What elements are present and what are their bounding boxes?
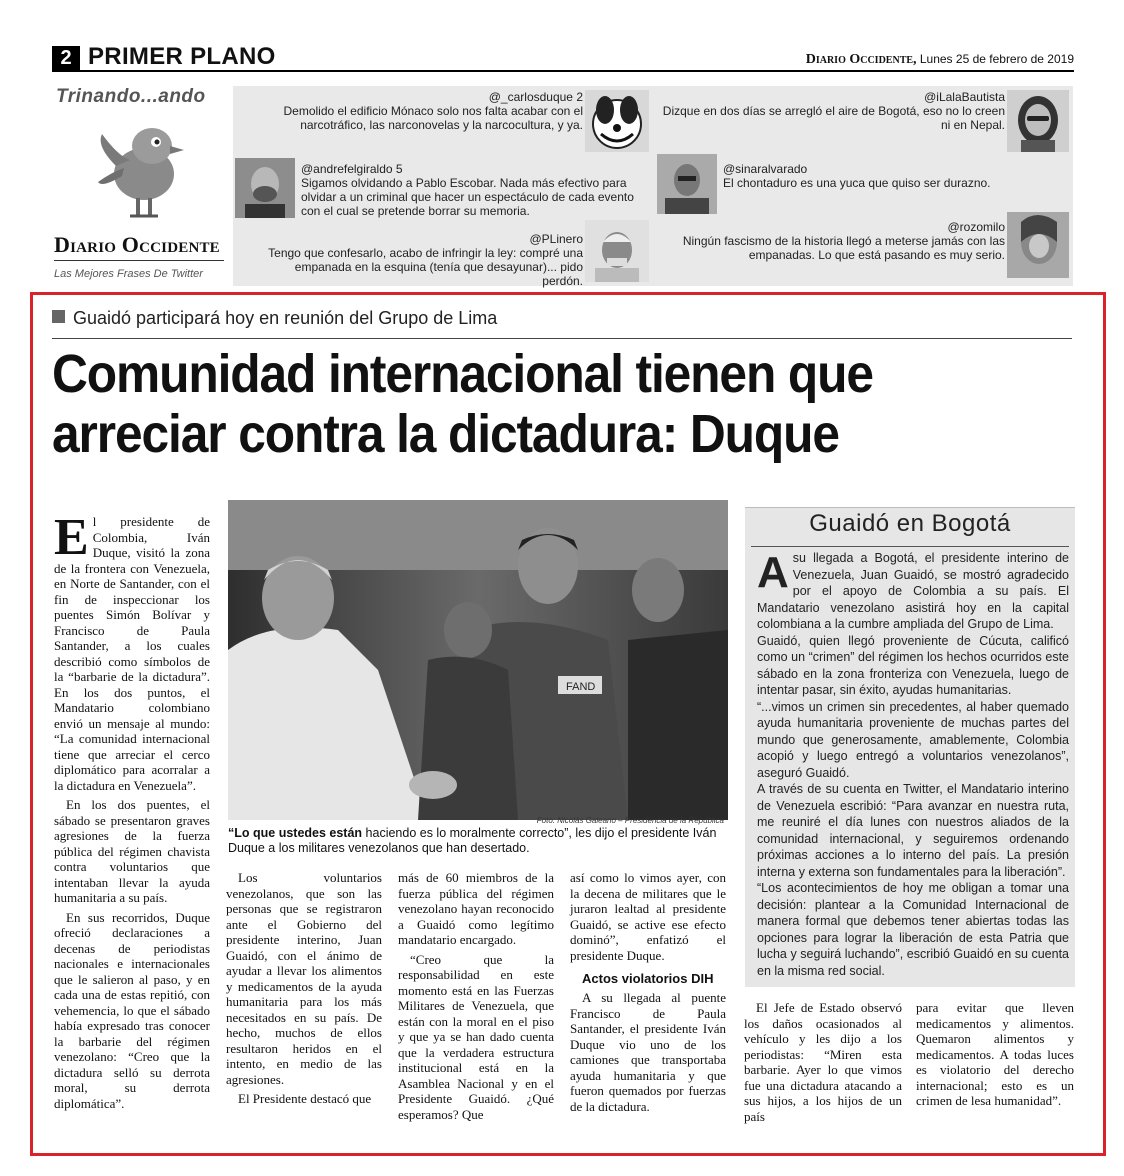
section-name: PRIMER PLANO <box>88 43 276 70</box>
article-subhead: Actos violatorios DIH <box>582 971 714 986</box>
article-photo <box>228 500 728 820</box>
soldier-nametag: FAND <box>566 681 596 693</box>
caption-lead: “Lo que ustedes están <box>228 826 363 840</box>
paragraph: “Los acontecimientos de hoy me obligan a tomar una decisión: plantear a la Comunidad Internacional de manera formal que debemos tener abiertas todas las opciones para lograr la liberación de esta Patria que lucha y seguirá luchando”, escribió Guaidó en su cuenta en la misma red social. <box>757 881 1069 978</box>
sidebar-title: Guaidó en Bogotá <box>809 510 1011 537</box>
avatar <box>585 220 649 282</box>
paragraph: En sus recorridos, Duque ofreció declaraciones a decenas de periodistas nacionales e internacionales que le salieron al paso, y en cada una de estas repitió, con vehemencia, lo que el sábado había expresado tras conocer la barbarie del régimen venezolano: “Creo que la dictadura selló su derrota moral, su derrota diplomática”. <box>54 909 210 1111</box>
tweet-text: El chontaduro es una yuca que quiso ser durazno. <box>723 176 991 190</box>
page-number: 2 <box>52 46 80 70</box>
page-header <box>52 44 1074 72</box>
sidebar-box <box>745 507 1075 987</box>
avatar <box>1007 212 1069 278</box>
tweet-text: Sigamos olvidando a Pablo Escobar. Nada más efectivo para olvidar a un criminal que hacer un espectáculo de cada evento con el cual se pretende borrar su memoria. <box>301 176 634 218</box>
tweet <box>253 90 583 132</box>
article-column-6 <box>916 1000 1074 1109</box>
paragraph: A su llegada al puente Francisco de Paula Santander, el presidente Iván Duque vio uno de los camiones que transportaba ayuda humanitaria y que fueron quemados por fuerzas de la dictadura. <box>570 990 726 1114</box>
article-kicker <box>52 308 497 329</box>
kicker-divider <box>52 338 1072 339</box>
paragraph: Los voluntarios venezolanos, que son las personas que se registraron ante el Gobierno del presidente interino, Juan Guaidó, con el ánimo de ayudar a llevar los alimentos y medicamentos de la ayuda humanitaria para los más necesitados en su país. De hecho, muchos de ellos resultaron heridos en el intento, en medio de las agresiones. <box>226 870 382 1087</box>
tweet <box>659 220 1005 262</box>
tweet <box>301 162 651 218</box>
brand-name: Diario Occidente <box>54 232 220 257</box>
tweet-text: Tengo que confesarlo, acabo de infringir la ley: compré una empanada en la esquina (tenía que desayunar)... pido perdón. <box>268 246 583 288</box>
paragraph: El Presidente destacó que <box>238 1091 372 1106</box>
brand-divider <box>54 260 224 261</box>
paragraph: Guaidó, quien llegó proveniente de Cúcuta, calificó como un “crimen” del régimen los hechos ocurridos este sábado en la zona fronteriza con Venezuela, luego de intentar pasar, sin éxito, ayudas humanitarias. <box>757 633 1069 697</box>
sidebar-body <box>757 550 1069 979</box>
article-headline: Comunidad internacional tienen que arreciar contra la dictadura: Duque <box>52 344 873 464</box>
paragraph: A través de su cuenta en Twitter, el Mandatario interino de Venezuela escribió: “Para avanzar en nuestra ruta, me reuniré el día lunes con nuestros aliados de la comunidad internacional, y seguiremos ordenando próximas acciones a lo interno del país. La presión interna y externa son fundamentales para la liberación”. <box>757 782 1069 879</box>
article-column-5 <box>744 1000 902 1124</box>
drop-cap: A <box>757 548 789 597</box>
article-column-1 <box>54 509 210 1111</box>
paragraph: “...vimos un crimen sin precedentes, al haber quemado ayuda humanitaria proveniente de muchas partes del mundo que generosamente, amablemente, Colombia acopió y luego entregó a voluntarios venezolanos”, aseguró Guaidó. <box>757 699 1069 780</box>
paragraph: l presidente de Colombia, Iván Duque, visitó la zona de la frontera con Venezuela, en Norte de Santander, con el fin de inspeccionar los puentes Simón Bolívar y Francisco de Paula Santander, a los cuales describió como símbolos de la “barbarie de la dictadura”. En los dos puntos, el Mandatario colombiano envió un mensaje al mundo: “La comunidad internacional tiene que arreciar el cerco diplomático para acorralar a la dictadura en Venezuela”. <box>54 514 210 793</box>
sidebar-divider <box>751 546 1069 547</box>
tweet <box>723 162 1063 190</box>
drop-cap: E <box>54 509 89 566</box>
tweet-handle: @iLalaBautista <box>924 90 1005 104</box>
issue-date: Lunes 25 de febrero de 2019 <box>916 52 1074 66</box>
twitter-brand-block <box>52 82 227 287</box>
article-column-4 <box>570 870 726 1114</box>
article-column-2 <box>226 870 382 1107</box>
tweet-text: Ningún fascismo de la historia llegó a meterse jamás con las empanadas. Lo que está pasando es muy serio. <box>682 234 1005 262</box>
tweet-handle: @andrefelgiraldo 5 <box>301 162 403 176</box>
avatar <box>585 90 649 152</box>
avatar <box>235 158 295 218</box>
paragraph: “Creo que la responsabilidad en este momento está en las Fuerzas Militares de Venezuela, que están con la moral en el piso y que ya se han dado cuenta que la verdadera estructura institucional está en la Asamblea Nacional y en el Presidente Guaidó. ¿Qué esperamos? Que <box>398 951 554 1122</box>
paper-name: Diario Occidente, <box>805 52 917 67</box>
avatar <box>1007 90 1069 152</box>
photo-caption <box>228 826 728 856</box>
tweet-text: Dizque en dos días se arregló el aire de Bogotá, eso no lo creen ni en Nepal. <box>662 104 1005 132</box>
paragraph: más de 60 miembros de la fuerza pública del régimen venezolano hayan reconocido a Guaidó como legítimo mandatario encargado. <box>398 870 554 947</box>
dateline <box>806 52 1074 68</box>
avatar <box>657 154 717 214</box>
tweet-text: Demolido el edificio Mónaco solo nos falta acabar con el narcotráfico, las narconovelas y la narcocultura, y ya. <box>283 104 583 132</box>
tweet-handle: @rozomilo <box>947 220 1005 234</box>
tweet <box>659 90 1005 132</box>
paragraph: su llegada a Bogotá, el presidente interino de Venezuela, Juan Guaidó, se mostró agradecido por el apoyo de Colombia a su país. El Mandatario venezolano asistirá hoy en la capital colombiana a la cumbre ampliada del Grupo de Lima. <box>757 551 1069 631</box>
paragraph: así como lo vimos ayer, con la decena de militares que le juraron lealtad al presidente Guaidó, se active ese efecto dominó”, enfatizó el presidente Duque. <box>570 870 726 963</box>
twitter-tagline: Las Mejores Frases De Twitter <box>54 268 203 280</box>
tweet-handle: @_carlosduque 2 <box>488 90 583 104</box>
kicker-text: Guaidó participará hoy en reunión del Grupo de Lima <box>73 308 498 328</box>
tweet-handle: @sinaralvarado <box>723 162 808 176</box>
tweets-panel <box>233 86 1073 286</box>
photo-credit: Foto: Nicolás Galeano – Presidencia de la República <box>536 816 724 825</box>
twitter-slogan: Trinando...ando <box>56 86 206 107</box>
paragraph: En los dos puentes, el sábado se presentaron graves agresiones de la fuerza pública del régimen chavista contra voluntarios que intentaban llevar la ayuda humanitaria a su país. <box>54 797 210 905</box>
article-column-3 <box>398 870 554 1122</box>
tweet <box>253 232 583 288</box>
caption-text: haciendo es lo moralmente correcto”, les dijo el presidente Iván Duque a los militares venezolanos que han desertado. <box>228 826 717 855</box>
paragraph: El Jefe de Estado observó los daños ocasionados al vehículo y les dijo a los periodistas: “Miren esta barbarie. Ayer lo que vimos fue una dictadura atacando a sus hijos, a los hijos de un país <box>744 1000 902 1124</box>
bird-icon <box>92 116 192 226</box>
paragraph: para evitar que lleven medicamentos y alimentos. Quemaron alimentos y medicamentos. A todas luces es violatorio del derecho internacional; esto es un crimen de lesa humanidad”. <box>916 1000 1074 1108</box>
tweet-handle: @PLinero <box>529 232 583 246</box>
